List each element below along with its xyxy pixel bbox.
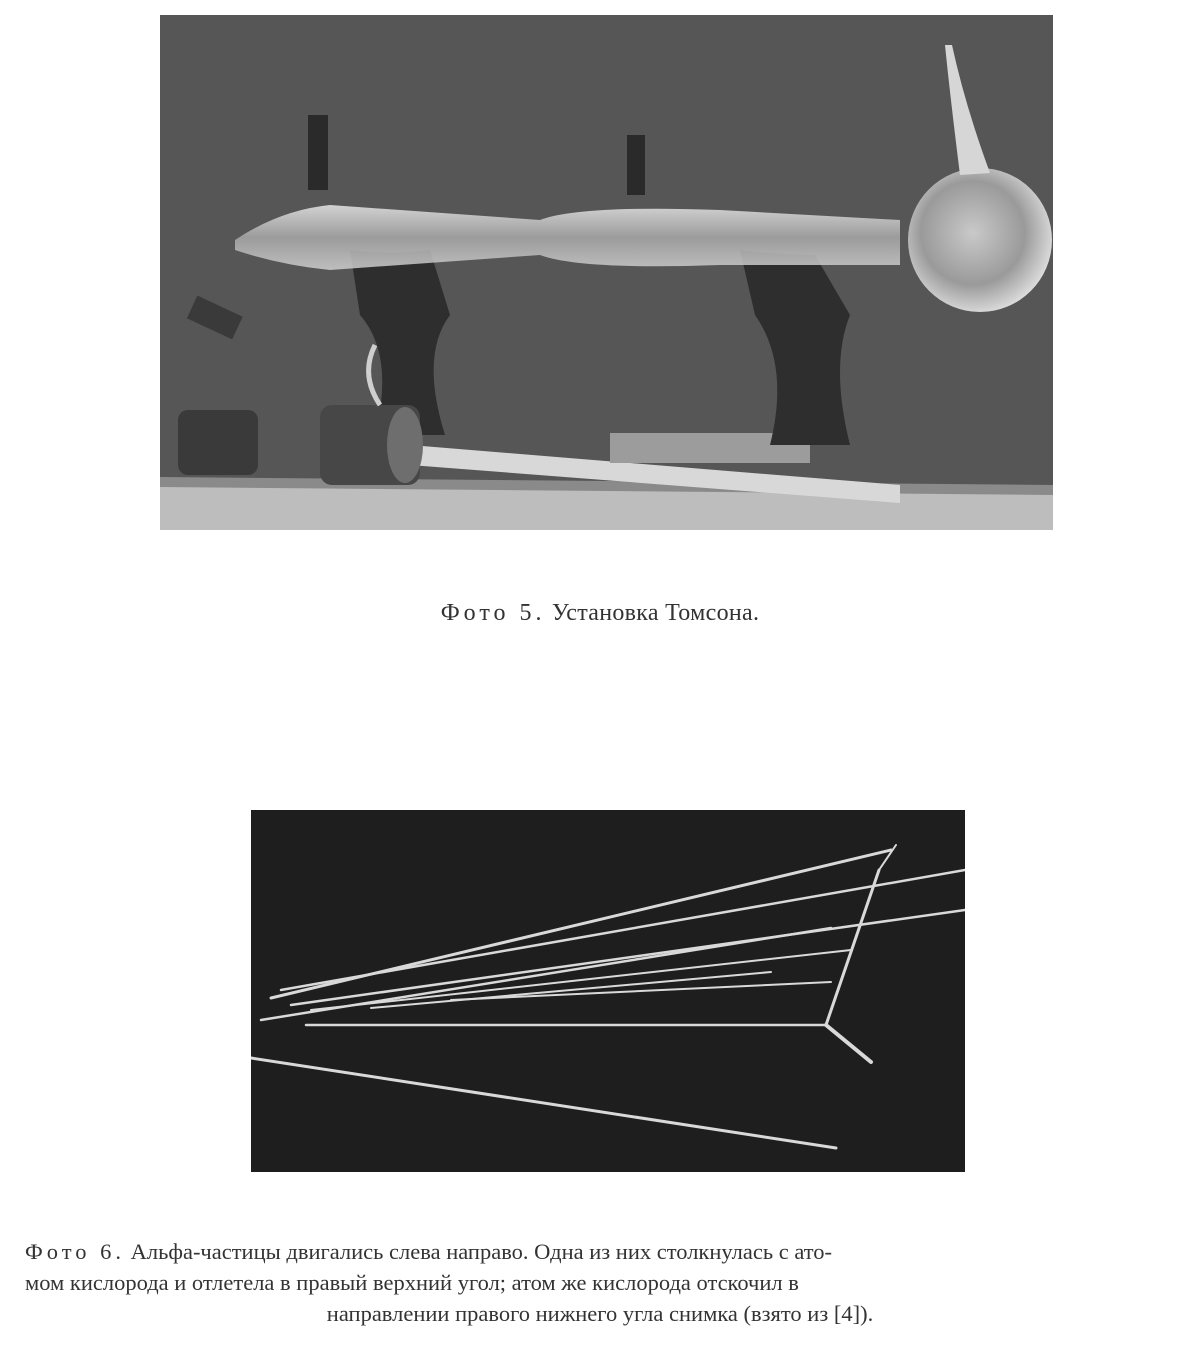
alpha-tracks-image bbox=[251, 810, 965, 1172]
photo-5-caption bbox=[0, 600, 1200, 627]
photo-5-label: Фото 5. bbox=[440, 600, 546, 626]
photo-6-caption-line-1 bbox=[25, 1236, 1175, 1267]
photo-6-caption bbox=[25, 1236, 1175, 1329]
photo-6-caption-text-1: Альфа-частицы двигались слева направо. Одна из них столкнулась с ато- bbox=[130, 1239, 833, 1264]
photo-6-caption-line-3: направлении правого нижнего угла снимка (взято из [4]). bbox=[326, 1301, 874, 1326]
photo-5-caption-text: Установка Томсона. bbox=[551, 600, 760, 626]
photo-alpha-particle-tracks bbox=[251, 810, 965, 1172]
photo-6-caption-line-2: мом кислорода и отлетела в правый верхний угол; атом же кислорода отскочил в bbox=[25, 1270, 799, 1295]
thomson-apparatus-image bbox=[160, 15, 1053, 530]
photo-6-label: Фото 6. bbox=[25, 1239, 126, 1264]
photo-thomson-apparatus bbox=[160, 15, 1053, 530]
